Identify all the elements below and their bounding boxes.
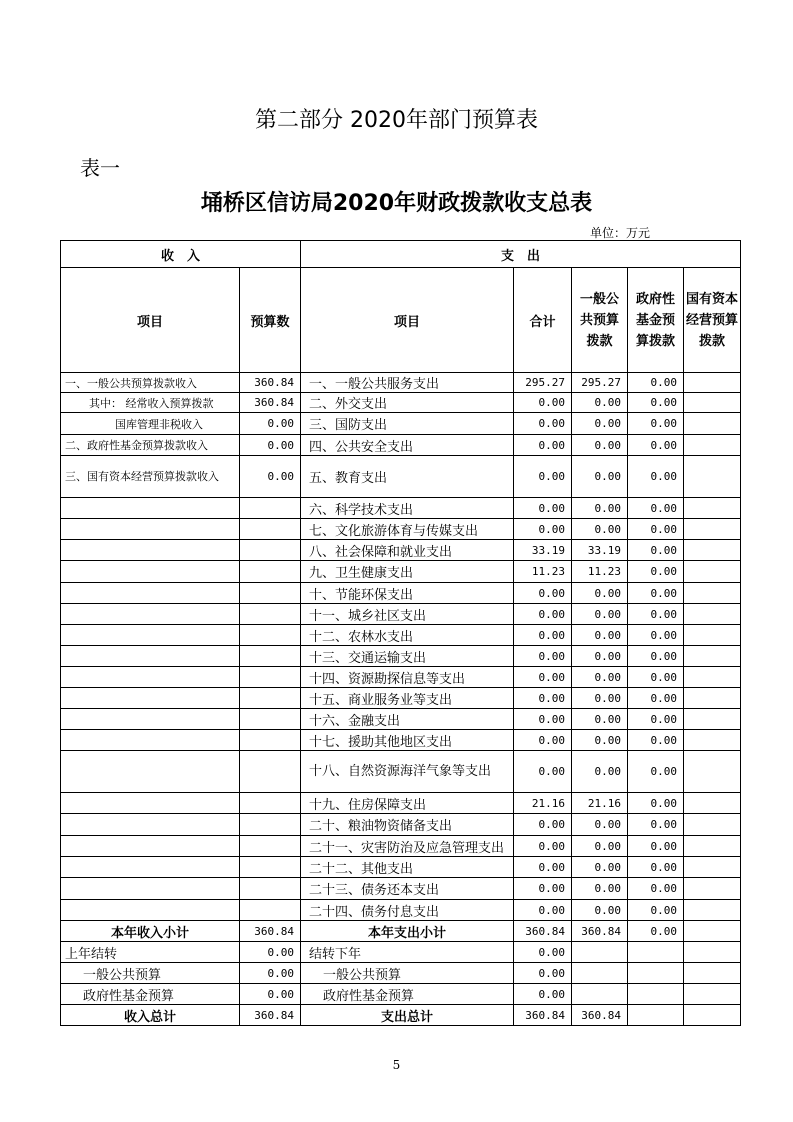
expense-item-state-capital	[684, 456, 741, 498]
income-item-value: 0.00	[240, 435, 301, 456]
income-item-label	[61, 793, 240, 814]
summary-expense-total: 0.00	[514, 984, 572, 1005]
income-item-label	[61, 498, 240, 519]
expense-item-fund: 0.00	[628, 540, 684, 561]
income-item-value	[240, 561, 301, 583]
income-item-value	[240, 857, 301, 878]
expense-item-total: 0.00	[514, 393, 572, 413]
expense-item-general: 0.00	[572, 814, 628, 836]
income-item-value: 0.00	[240, 413, 301, 435]
expense-item-state-capital	[684, 625, 741, 646]
expense-item-total: 0.00	[514, 836, 572, 857]
summary-expense-total: 360.84	[514, 921, 572, 942]
table-row	[61, 373, 741, 393]
expense-item-total: 0.00	[514, 519, 572, 540]
expense-item-fund: 0.00	[628, 519, 684, 540]
income-item-value	[240, 793, 301, 814]
expense-item-label: 十五、商业服务业等支出	[301, 688, 514, 709]
expense-item-total: 21.16	[514, 793, 572, 814]
summary-expense-label: 政府性基金预算	[301, 984, 514, 1005]
summary-expense-general: 360.84	[572, 1005, 628, 1026]
summary-income-label: 政府性基金预算	[61, 984, 240, 1005]
expense-item-fund: 0.00	[628, 646, 684, 667]
expense-item-general: 0.00	[572, 413, 628, 435]
expense-item-fund: 0.00	[628, 413, 684, 435]
expense-item-label: 十三、交通运输支出	[301, 646, 514, 667]
expense-item-label: 二十一、灾害防治及应急管理支出	[301, 836, 514, 857]
income-item-label: 其中： 经常收入预算拨款	[61, 393, 240, 413]
summary-expense-general	[572, 984, 628, 1005]
part-title: 第二部分 2020年部门预算表	[255, 108, 538, 133]
expense-item-general: 0.00	[572, 498, 628, 519]
expense-item-state-capital	[684, 688, 741, 709]
expense-item-total: 0.00	[514, 604, 572, 625]
expense-item-total: 0.00	[514, 814, 572, 836]
summary-row	[61, 984, 741, 1005]
expense-header: 支 出	[301, 241, 741, 268]
expense-item-state-capital	[684, 900, 741, 921]
expense-item-fund: 0.00	[628, 709, 684, 730]
expense-item-state-capital	[684, 751, 741, 793]
summary-row	[61, 1005, 741, 1026]
income-header: 收 入	[61, 241, 301, 268]
summary-expense-total: 360.84	[514, 1005, 572, 1026]
income-item-value	[240, 688, 301, 709]
expense-item-state-capital	[684, 413, 741, 435]
expense-item-state-capital	[684, 583, 741, 604]
summary-expense-label: 支出总计	[301, 1005, 514, 1026]
gov-fund-header: 政府性基金预算拨款	[628, 268, 684, 373]
income-item-label	[61, 857, 240, 878]
table-row	[61, 900, 741, 921]
expense-item-label: 二十四、债务付息支出	[301, 900, 514, 921]
expense-item-label: 十九、住房保障支出	[301, 793, 514, 814]
expense-item-label: 十、节能环保支出	[301, 583, 514, 604]
income-item-label	[61, 709, 240, 730]
income-item-label	[61, 583, 240, 604]
expense-item-fund: 0.00	[628, 498, 684, 519]
table-row	[61, 646, 741, 667]
expense-item-total: 0.00	[514, 751, 572, 793]
expense-item-general: 0.00	[572, 583, 628, 604]
summary-expense-total: 0.00	[514, 942, 572, 963]
expense-item-total: 0.00	[514, 456, 572, 498]
income-item-label	[61, 646, 240, 667]
expense-item-total: 0.00	[514, 435, 572, 456]
expense-item-fund: 0.00	[628, 857, 684, 878]
table-row	[61, 604, 741, 625]
income-item-label	[61, 751, 240, 793]
income-item-value	[240, 625, 301, 646]
expense-item-state-capital	[684, 793, 741, 814]
summary-expense-state-capital	[684, 963, 741, 984]
table-row	[61, 625, 741, 646]
table-row	[61, 751, 741, 793]
income-item-label: 三、国有资本经营预算拨款收入	[61, 456, 240, 498]
expense-item-general: 0.00	[572, 751, 628, 793]
expense-item-general: 0.00	[572, 709, 628, 730]
income-item-label	[61, 878, 240, 900]
expense-item-state-capital	[684, 730, 741, 751]
summary-expense-label: 结转下年	[301, 942, 514, 963]
expense-item-total: 0.00	[514, 857, 572, 878]
income-item-value: 360.84	[240, 393, 301, 413]
expense-item-general: 0.00	[572, 730, 628, 751]
expense-item-state-capital	[684, 561, 741, 583]
income-item-value	[240, 667, 301, 688]
summary-expense-state-capital	[684, 921, 741, 942]
expense-item-label: 十八、自然资源海洋气象等支出	[301, 751, 514, 793]
income-item-label: 一、一般公共预算拨款收入	[61, 373, 240, 393]
income-item-value	[240, 751, 301, 793]
expense-item-label: 二十二、其他支出	[301, 857, 514, 878]
income-item-value	[240, 646, 301, 667]
income-item-label	[61, 814, 240, 836]
table-row	[61, 814, 741, 836]
income-item-label	[61, 604, 240, 625]
expense-item-label: 二、外交支出	[301, 393, 514, 413]
summary-income-label: 收入总计	[61, 1005, 240, 1026]
expense-item-general: 0.00	[572, 900, 628, 921]
expense-item-general: 0.00	[572, 625, 628, 646]
income-item-label	[61, 519, 240, 540]
expense-item-total: 0.00	[514, 498, 572, 519]
expense-item-total: 0.00	[514, 900, 572, 921]
summary-income-label: 上年结转	[61, 942, 240, 963]
expense-item-label: 一、一般公共服务支出	[301, 373, 514, 393]
summary-expense-general: 360.84	[572, 921, 628, 942]
income-item-label	[61, 625, 240, 646]
table-row	[61, 793, 741, 814]
expense-item-state-capital	[684, 814, 741, 836]
table-row	[61, 688, 741, 709]
income-item-value	[240, 836, 301, 857]
table-row	[61, 878, 741, 900]
income-item-label: 二、政府性基金预算拨款收入	[61, 435, 240, 456]
expense-item-general: 0.00	[572, 646, 628, 667]
expense-item-label: 七、文化旅游体育与传媒支出	[301, 519, 514, 540]
main-title: 埇桥区信访局2020年财政拨款收支总表	[200, 191, 593, 216]
expense-item-fund: 0.00	[628, 435, 684, 456]
expense-item-total: 0.00	[514, 667, 572, 688]
expense-item-general: 0.00	[572, 857, 628, 878]
expense-item-fund: 0.00	[628, 561, 684, 583]
summary-expense-fund	[628, 1005, 684, 1026]
expense-item-state-capital	[684, 540, 741, 561]
expense-item-label: 六、科学技术支出	[301, 498, 514, 519]
income-item-value	[240, 730, 301, 751]
expense-item-fund: 0.00	[628, 583, 684, 604]
summary-income-value: 360.84	[240, 1005, 301, 1026]
expense-item-header: 项目	[301, 268, 514, 373]
table-row	[61, 857, 741, 878]
summary-expense-state-capital	[684, 942, 741, 963]
table-row	[61, 435, 741, 456]
table-row	[61, 561, 741, 583]
expense-item-total: 295.27	[514, 373, 572, 393]
expense-item-general: 33.19	[572, 540, 628, 561]
summary-income-label: 一般公共预算	[61, 963, 240, 984]
summary-expense-fund	[628, 942, 684, 963]
expense-item-fund: 0.00	[628, 625, 684, 646]
income-item-value	[240, 583, 301, 604]
expense-item-fund: 0.00	[628, 900, 684, 921]
summary-expense-fund	[628, 984, 684, 1005]
table-row	[61, 413, 741, 435]
table-row	[61, 498, 741, 519]
table-row	[61, 730, 741, 751]
expense-item-label: 五、教育支出	[301, 456, 514, 498]
expense-item-label: 九、卫生健康支出	[301, 561, 514, 583]
expense-item-total: 0.00	[514, 688, 572, 709]
income-item-label	[61, 730, 240, 751]
expense-item-total: 0.00	[514, 413, 572, 435]
expense-item-state-capital	[684, 646, 741, 667]
summary-income-value: 0.00	[240, 984, 301, 1005]
summary-income-value: 360.84	[240, 921, 301, 942]
expense-item-fund: 0.00	[628, 373, 684, 393]
income-item-value	[240, 709, 301, 730]
state-capital-header: 国有资本经营预算拨款	[684, 268, 741, 373]
summary-row	[61, 942, 741, 963]
summary-expense-state-capital	[684, 1005, 741, 1026]
summary-expense-general	[572, 942, 628, 963]
expense-item-label: 十二、农林水支出	[301, 625, 514, 646]
table-row	[61, 709, 741, 730]
expense-item-state-capital	[684, 667, 741, 688]
income-item-label	[61, 688, 240, 709]
expense-item-general: 0.00	[572, 456, 628, 498]
expense-item-state-capital	[684, 519, 741, 540]
summary-expense-state-capital	[684, 984, 741, 1005]
expense-item-fund: 0.00	[628, 393, 684, 413]
summary-row	[61, 963, 741, 984]
expense-item-general: 0.00	[572, 667, 628, 688]
expense-item-total: 0.00	[514, 625, 572, 646]
expense-item-state-capital	[684, 373, 741, 393]
expense-item-general: 295.27	[572, 373, 628, 393]
income-item-label	[61, 900, 240, 921]
table-row	[61, 667, 741, 688]
expense-item-fund: 0.00	[628, 751, 684, 793]
expense-item-fund: 0.00	[628, 604, 684, 625]
expense-item-state-capital	[684, 435, 741, 456]
expense-item-state-capital	[684, 836, 741, 857]
expense-item-total: 0.00	[514, 583, 572, 604]
expense-item-fund: 0.00	[628, 688, 684, 709]
expense-item-state-capital	[684, 498, 741, 519]
expense-item-fund: 0.00	[628, 667, 684, 688]
summary-income-label: 本年收入小计	[61, 921, 240, 942]
summary-income-value: 0.00	[240, 942, 301, 963]
income-item-label	[61, 540, 240, 561]
income-item-label	[61, 836, 240, 857]
table-row	[61, 836, 741, 857]
expense-item-total: 11.23	[514, 561, 572, 583]
income-item-header: 项目	[61, 268, 240, 373]
expense-item-general: 0.00	[572, 435, 628, 456]
expense-item-fund: 0.00	[628, 456, 684, 498]
expense-item-label: 十一、城乡社区支出	[301, 604, 514, 625]
expense-item-general: 0.00	[572, 393, 628, 413]
expense-item-general: 0.00	[572, 604, 628, 625]
general-public-header: 一般公共预算拨款	[572, 268, 628, 373]
income-item-value	[240, 519, 301, 540]
summary-row	[61, 921, 741, 942]
expense-item-general: 0.00	[572, 878, 628, 900]
table-number: 表一	[80, 156, 120, 180]
table-row	[61, 393, 741, 413]
expense-item-general: 0.00	[572, 688, 628, 709]
income-item-value: 0.00	[240, 456, 301, 498]
expense-item-label: 四、公共安全支出	[301, 435, 514, 456]
expense-item-state-capital	[684, 857, 741, 878]
income-item-label	[61, 561, 240, 583]
summary-expense-label: 本年支出小计	[301, 921, 514, 942]
summary-expense-total: 0.00	[514, 963, 572, 984]
expense-item-label: 二十、粮油物资储备支出	[301, 814, 514, 836]
expense-item-fund: 0.00	[628, 836, 684, 857]
income-item-value	[240, 900, 301, 921]
expense-item-total: 0.00	[514, 878, 572, 900]
income-item-value	[240, 604, 301, 625]
expense-item-total: 33.19	[514, 540, 572, 561]
table-row	[61, 519, 741, 540]
expense-item-fund: 0.00	[628, 793, 684, 814]
page-number: 5	[392, 1058, 401, 1072]
expense-item-general: 0.00	[572, 836, 628, 857]
unit-label: 单位：万元	[590, 226, 651, 240]
expense-item-state-capital	[684, 878, 741, 900]
summary-expense-fund	[628, 963, 684, 984]
expense-item-fund: 0.00	[628, 730, 684, 751]
expense-item-fund: 0.00	[628, 814, 684, 836]
expense-item-general: 11.23	[572, 561, 628, 583]
total-header: 合计	[514, 268, 572, 373]
income-item-value	[240, 498, 301, 519]
summary-expense-label: 一般公共预算	[301, 963, 514, 984]
income-item-value: 360.84	[240, 373, 301, 393]
table-row	[61, 583, 741, 604]
income-item-value	[240, 878, 301, 900]
expense-item-total: 0.00	[514, 709, 572, 730]
budget-header: 预算数	[240, 268, 301, 373]
expense-item-fund: 0.00	[628, 878, 684, 900]
budget-table	[60, 240, 741, 1026]
expense-item-total: 0.00	[514, 646, 572, 667]
expense-item-general: 21.16	[572, 793, 628, 814]
income-item-label: 国库管理非税收入	[61, 413, 240, 435]
expense-item-general: 0.00	[572, 519, 628, 540]
expense-item-state-capital	[684, 709, 741, 730]
income-item-label	[61, 667, 240, 688]
expense-item-state-capital	[684, 393, 741, 413]
expense-item-label: 十六、金融支出	[301, 709, 514, 730]
expense-item-label: 十四、资源勘探信息等支出	[301, 667, 514, 688]
expense-item-total: 0.00	[514, 730, 572, 751]
table-row	[61, 456, 741, 498]
summary-expense-fund: 0.00	[628, 921, 684, 942]
expense-item-label: 十七、援助其他地区支出	[301, 730, 514, 751]
income-item-value	[240, 814, 301, 836]
expense-item-label: 三、国防支出	[301, 413, 514, 435]
expense-item-label: 八、社会保障和就业支出	[301, 540, 514, 561]
summary-expense-general	[572, 963, 628, 984]
summary-income-value: 0.00	[240, 963, 301, 984]
expense-item-state-capital	[684, 604, 741, 625]
table-row	[61, 540, 741, 561]
expense-item-label: 二十三、债务还本支出	[301, 878, 514, 900]
income-item-value	[240, 540, 301, 561]
